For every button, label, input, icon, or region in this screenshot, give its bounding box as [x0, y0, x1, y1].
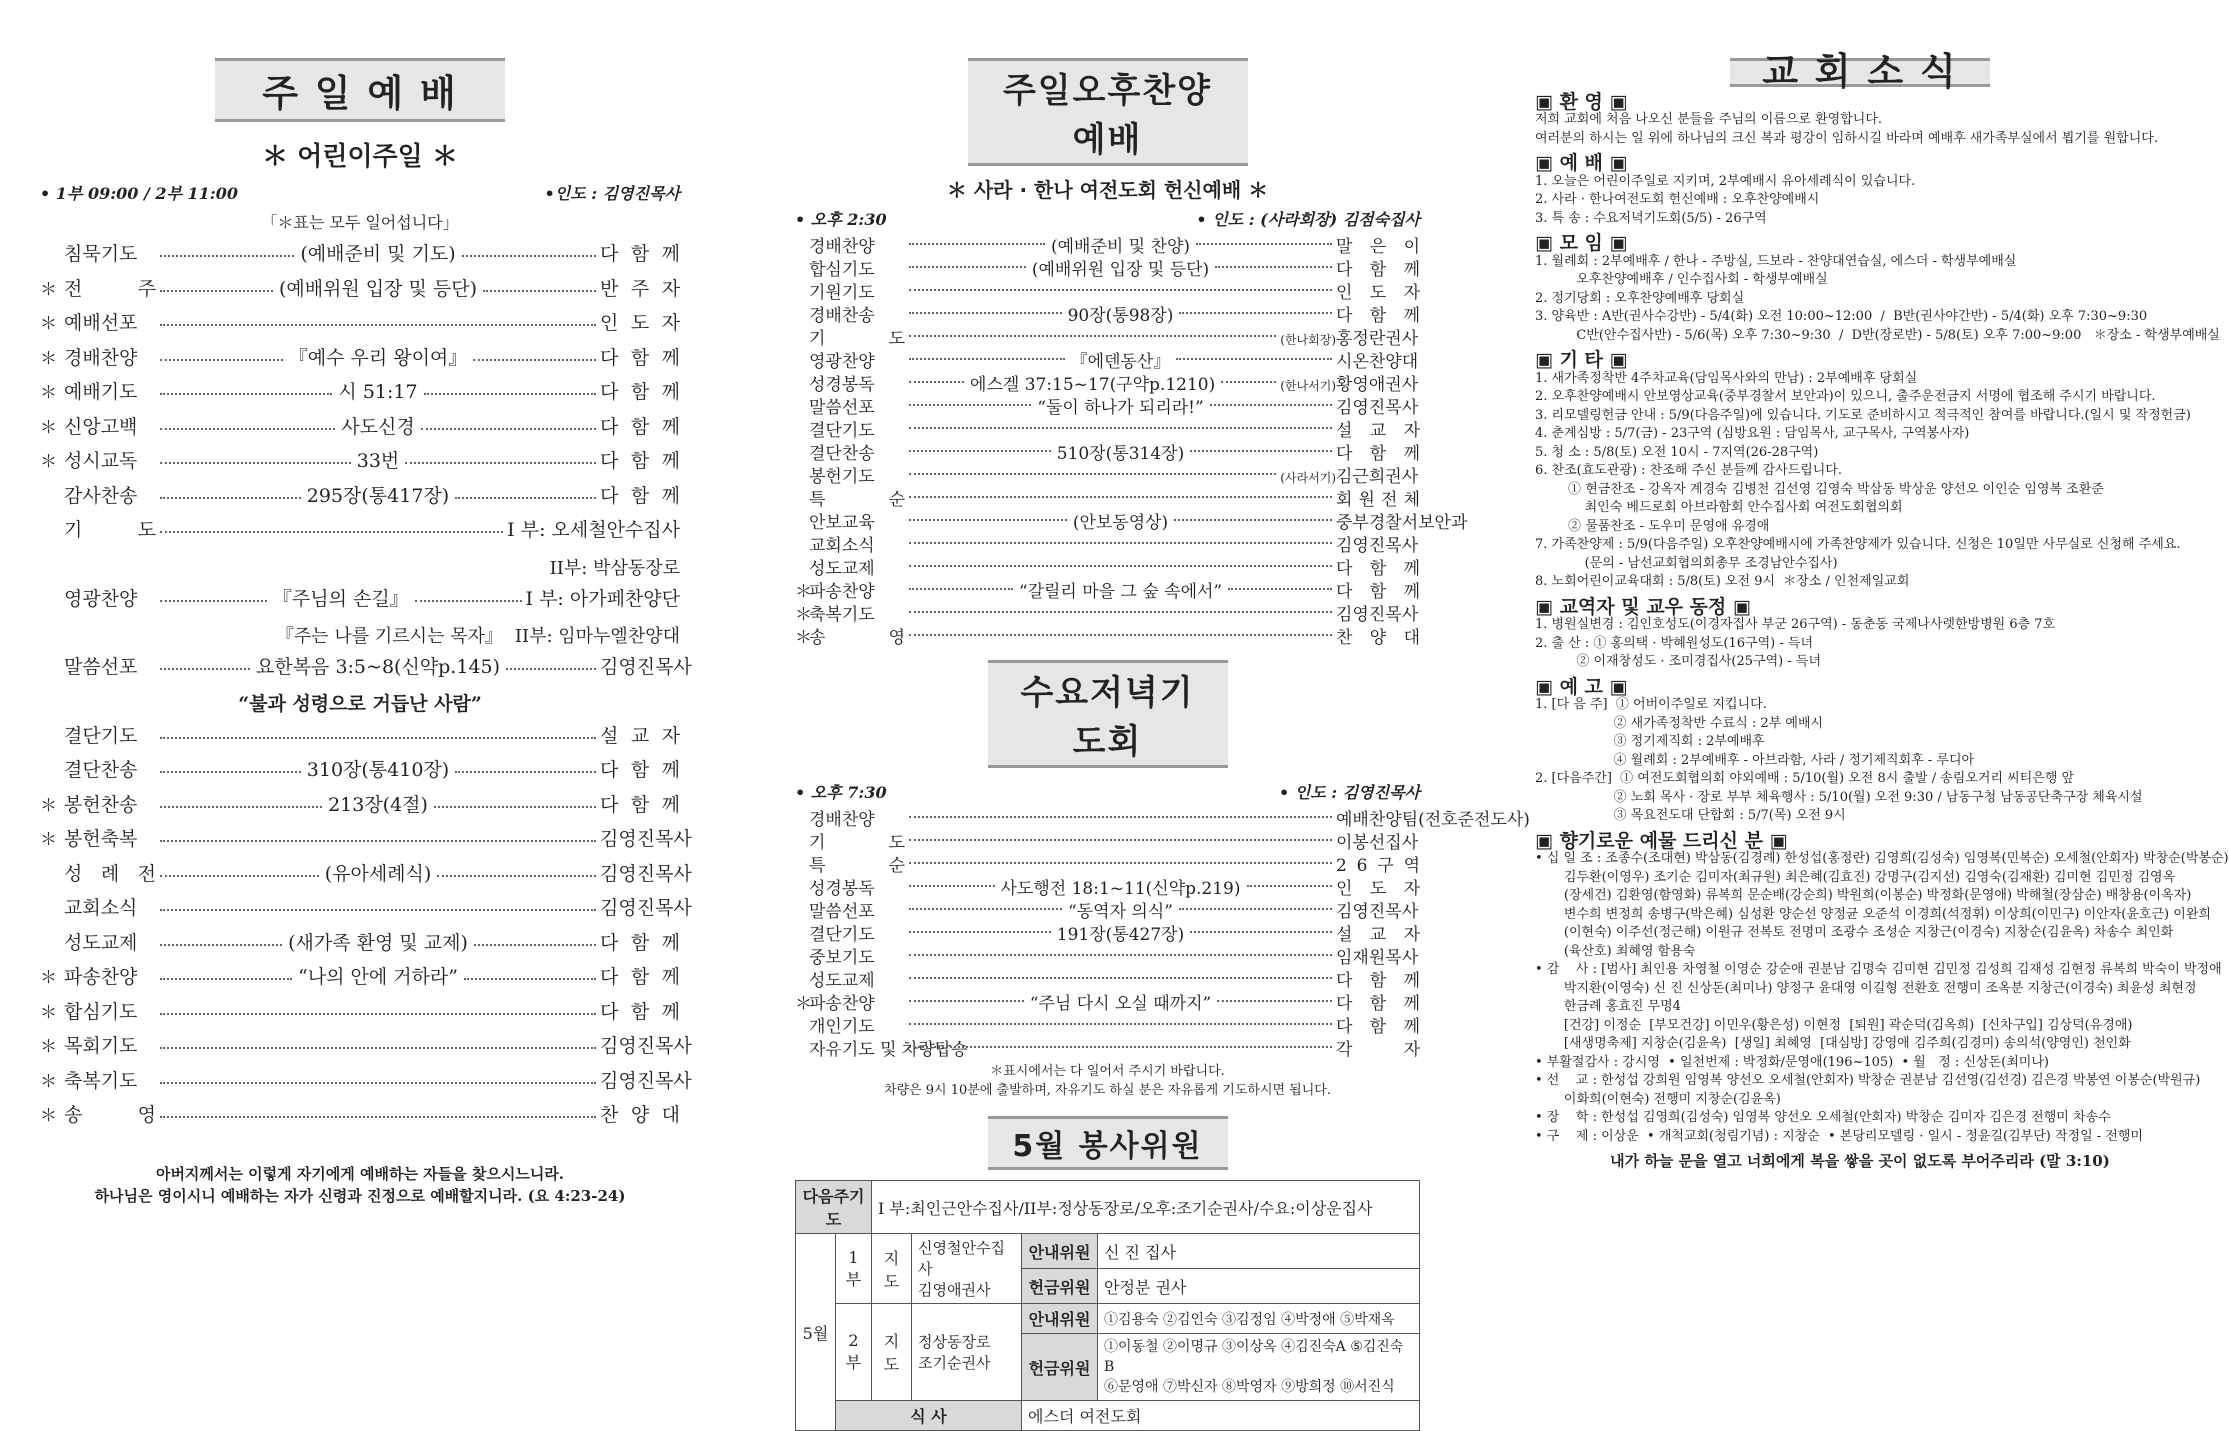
order-star: ＊ — [40, 1002, 57, 1023]
news-line: 이화희(이현숙) 전행미 지창순(김윤옥) — [1535, 1091, 1781, 1107]
order-row — [40, 308, 680, 343]
order-detail: 『에덴동산』 — [1070, 352, 1171, 372]
news-line: 1. 병원실변경 : 김인호성도(이경자집사 부군 26구역) - 동춘동 국제나사렛한방병원 6층 7호 — [1535, 617, 2056, 632]
news-line: 1. 오늘은 어린이주일로 지키며, 2부예배시 유아세례식이 있습니다. — [1535, 173, 1916, 189]
order-row — [795, 577, 1420, 600]
order-label: 송 영 — [809, 628, 905, 648]
church-news-column — [1535, 50, 2229, 1171]
order-label: 성시교독 — [64, 450, 138, 472]
order-person: 김영진목사 — [600, 1069, 692, 1092]
news-line: 변수희 변정희 송병구(박은혜) 심성환 양순선 양정균 오준석 이경희(석정휘) 이상희(이민구) 이안자(윤호근) 이완희 — [1535, 906, 2211, 922]
order-person: 김영진목사 — [600, 1035, 692, 1057]
order-label: 신앙고백 — [64, 415, 138, 438]
order-detail: 191장(통427장) — [1056, 925, 1185, 945]
news-line: 한금례 홍효진 무명4 — [1535, 999, 1681, 1014]
order-row — [40, 239, 680, 274]
order-label: 침묵기도 — [64, 243, 138, 265]
wednesday-meta: • 오후 7:30 • 인도 : 김영진목사 — [795, 783, 1420, 802]
order-row — [795, 828, 1420, 851]
order-role: (한나회장) — [1280, 333, 1336, 347]
news-line: ② 이재창성도 · 조미경집사(25구역) - 득녀 — [1535, 654, 1822, 669]
order-row — [40, 412, 680, 447]
news-line: (장세건) 김환영(함영화) 류복희 문순배(강순희) 박원희(이봉순) 박정화(문영애) 박해철(장삼순) 배창용(이옥자) — [1535, 888, 2192, 903]
may-servers-title: 5월 봉사위원 — [988, 1116, 1228, 1170]
church-news-body — [1535, 90, 2229, 1147]
order-detail: “갈릴리 마을 그 숲 속에서” — [1018, 582, 1223, 602]
order-label: 결단찬송 — [64, 759, 138, 781]
order-row — [40, 997, 680, 1032]
news-line: ① 현금찬조 - 강옥자 계경숙 김병천 김선영 김영숙 박삼동 박상운 양선오 이인순 임영복 조환준 — [1535, 481, 2104, 497]
order-label: 안보교육 — [809, 513, 875, 533]
order-detail: (예배준비 및 찬양) — [1050, 237, 1191, 257]
news-line: [새생명축제] 지창순(김윤옥) [생일] 최혜영 [대심방] 강영애 김주희(김경미) 송의석(양영인) 천인화 — [1535, 1036, 2131, 1051]
order-row — [795, 1035, 1420, 1058]
order-person: 인 도 자 — [600, 312, 680, 334]
order-row — [40, 377, 680, 412]
news-line: ② 물품찬조 - 도우미 문영애 유경애 — [1535, 518, 1770, 534]
order-person: 예배찬양팀(전호준전도사) — [1336, 810, 1530, 830]
order-row — [795, 531, 1420, 554]
order-row — [795, 232, 1420, 255]
order-person: 다 함 께 — [600, 793, 681, 816]
order-person: 인 도 자 — [1336, 879, 1420, 899]
order-person: 다 함 께 — [600, 1000, 680, 1023]
order-label: 합심기도 — [64, 1000, 138, 1023]
news-line: • 부활절감사 : 강시영 • 일천번제 : 박정화/문영애(196~105) • 월 정 : 신상돈(최미나) — [1535, 1054, 2049, 1070]
news-line: 2. 정기당회 : 오후찬양예배후 당회실 — [1535, 290, 1745, 306]
order-label: 특 순 — [809, 856, 905, 876]
order-star: ＊ — [40, 314, 57, 334]
sunday-worship-title: 주 일 예 배 — [215, 58, 505, 122]
order-star: ＊ — [795, 628, 812, 648]
order-label: 말씀선포 — [809, 398, 875, 418]
order-label: 경배찬양 — [809, 810, 875, 830]
order-star: ＊ — [40, 348, 57, 369]
order-detail: “나의 안에 거하라” — [298, 966, 458, 988]
news-line: 김두환(이영우) 조기순 김미자(최규원) 최은혜(김효진) 강명구(김지선) 김영숙(김재환) 김미현 김민정 김영옥 — [1535, 869, 2176, 885]
order-person: 다 함 께 — [1336, 971, 1420, 991]
order-row — [795, 943, 1420, 966]
order-star: ＊ — [795, 994, 812, 1014]
order-detail: 213장(4절) — [328, 793, 428, 816]
news-line: 오후찬양예배후 / 인수집사회 - 학생부예배실 — [1535, 272, 1828, 287]
wednesday-title: 수요저녁기도회 — [988, 660, 1228, 768]
order-person: 김영진목사 — [600, 897, 692, 919]
wednesday-order-list — [795, 805, 1530, 1060]
may-servers-table: 다음주기도 I 부:최인근안수집사/II부:정상동장로/오후:조기순권사/수요:이상운집사 5월 1부 지도 신영철안수집사 김영애권사 안내위원 신 진 집사 헌금위원 안정분 권사 2부 지도 정상동장로 조기순권사 안내위원 ①김용숙 ②김인숙 ③김정임 ④박정애 ⑤박재옥 헌금위원 ①이동철 ②이명규 ③이상옥 ④김진숙A ⑤김진숙B ⑥문영애 ⑦박신자 ⑧박영자 ⑨방희정 ⑩서진식 식 사 에스더 여전도회 — [795, 1180, 1420, 1431]
order-star: ＊ — [40, 968, 57, 988]
news-line: • 십 일 조 : 조종수(조대현) 박삼동(김경례) 한성섭(홍정란) 김영희(김성숙) 임영복(민복순) 오세철(안회자) 박창순(박봉순) — [1535, 851, 2229, 866]
order-person: 다 함 께 — [600, 243, 681, 265]
news-line: (육산호) 최혜영 함용숙 — [1535, 943, 1696, 959]
order-star: ＊ — [40, 795, 57, 816]
afternoon-worship-column — [795, 58, 1530, 1431]
order-label: 축복기도 — [809, 605, 875, 625]
order-person: 다 함 께 — [1336, 306, 1421, 326]
order-person: 찬 양 대 — [600, 1104, 680, 1126]
order-row — [795, 874, 1420, 897]
news-line: 6. 찬조(효도관광) : 찬조해 주신 분들께 감사드립니다. — [1535, 463, 1843, 478]
order-label: 결단찬송 — [809, 444, 875, 464]
order-label: 성 례 전 — [64, 862, 156, 885]
order-person: 김영진목사 — [1336, 605, 1419, 625]
order-person: 다 함 께 — [600, 346, 680, 369]
order-person: 홍정란권사 — [1336, 329, 1419, 349]
order-person: 다 함 께 — [600, 931, 680, 954]
order-row-praise: 영광찬양 『주님의 손길』 I 부: 아가페찬양단 — [64, 587, 680, 610]
news-section-heading: ▣ 예 고 ▣ — [1535, 675, 1628, 698]
order-label: 특 순 — [809, 490, 905, 510]
order-person: 설 교 자 — [1336, 925, 1420, 945]
order-label: 경배찬양 — [64, 346, 138, 369]
sunday-worship-column — [40, 58, 692, 1207]
news-line: 박지환(이영숙) 신 진 신상돈(최미나) 양정구 윤대영 이길형 전환호 전행미 조옥분 지창근(이경숙) 최윤성 최현정 — [1535, 980, 2197, 996]
order-row — [795, 989, 1420, 1012]
news-section-heading: ▣ 환 영 ▣ — [1535, 90, 1628, 113]
order-role: (사라서기) — [1280, 471, 1336, 485]
order-person: 김영진목사 — [1336, 902, 1419, 922]
order-row — [40, 1100, 680, 1135]
order-person: 김영진목사 — [600, 828, 692, 850]
news-line: (이현숙) 이주선(정근해) 이원규 전복토 전명미 조광수 조성순 지창근(이경숙) 지창순(김윤옥) 차송수 최인화 — [1535, 925, 2174, 940]
order-person: 설 교 자 — [600, 724, 680, 747]
news-line: 최인숙 베드로회 아브라함회 안수집사회 여전도회협의회 — [1535, 500, 1903, 515]
order-detail: 33번 — [356, 450, 400, 472]
order-person: 다 함 께 — [1336, 1017, 1420, 1037]
news-line: C반(안수집사반) - 5/6(목) 오후 7:30~9:30 / D반(장로반) - 5/8(토) 오후 7:00~9:00 ＊장소 - 학생부예배실 — [1535, 327, 2220, 343]
order-detail: (유아세례식) — [324, 862, 432, 885]
order-detail: (예배위원 입장 및 등단) — [278, 277, 478, 300]
order-row — [795, 393, 1420, 416]
order-detail: 510장(통314장) — [1056, 444, 1185, 464]
news-line: (문의 - 남선교회협의회총무 조경남안수집사) — [1535, 555, 1838, 571]
order-person: 다 함 께 — [1336, 559, 1420, 579]
order-star: ＊ — [795, 582, 812, 602]
news-line: • 장 학 : 한성섭 김영희(김성숙) 임영복 양선오 오세철(안회자) 박창순 김미자 김은경 전행미 차송수 — [1535, 1110, 2111, 1125]
order-person: 다 함 께 — [1336, 582, 1420, 602]
childrens-day-subtitle: ＊ 어린이주일 ＊ — [262, 142, 458, 172]
order-star: ＊ — [40, 452, 57, 472]
order-row — [40, 1031, 692, 1066]
order-label: 봉헌축복 — [64, 828, 138, 850]
order-detail: 사도신경 — [341, 415, 415, 438]
afternoon-meta: • 오후 2:30 • 인도 : (사라회장) 김점숙집사 — [795, 210, 1420, 229]
order-detail: 시 51:17 — [338, 381, 418, 403]
order-detail: 사도행전 18:1~11(신약p.219) — [1000, 879, 1241, 899]
order-label: 성도교제 — [64, 931, 138, 954]
order-detail: “동역자 의식” — [1068, 902, 1173, 922]
news-line: 여러분의 하시는 일 위에 하나님의 크신 복과 평강이 임하시길 바라며 예배후 새가족부실에서 뵙기를 원합니다. — [1535, 130, 2158, 146]
order-label: 목회기도 — [64, 1035, 138, 1057]
order-label: 교회소식 — [64, 897, 138, 919]
order-person: 김근희권사 — [1336, 467, 1419, 487]
afternoon-subtitle: ＊ 사라 · 한나 여전도회 헌신예배 ＊ — [946, 178, 1269, 202]
order-label: 기 도 — [809, 833, 905, 853]
closing-verse: 내가 하늘 문을 열고 너희에게 복을 쌓을 곳이 없도록 부어주리라 (말 3:10) — [1610, 1152, 2110, 1170]
order-star: ＊ — [40, 417, 57, 438]
order-row — [40, 790, 680, 825]
order-label: 봉헌기도 — [809, 467, 875, 487]
order-row — [795, 1012, 1420, 1035]
order-star: ＊ — [40, 830, 57, 850]
news-line: 2. 출 산 : ① 홍의택 · 박혜원성도(16구역) - 득녀 — [1535, 635, 1813, 651]
order-row — [795, 416, 1420, 439]
order-row — [795, 920, 1420, 943]
order-list — [40, 239, 680, 515]
afternoon-order-list — [795, 232, 1468, 648]
order-row — [40, 859, 692, 894]
wednesday-notes: ＊표시에서는 다 일어서 주시기 바랍니다. 차량은 9시 10분에 출발하며, 자유기도 하실 분은 자유롭게 기도하시면 됩니다. — [883, 1064, 1331, 1098]
order-person: 이봉선집사 — [1336, 833, 1419, 853]
order-label: 영광찬양 — [809, 352, 875, 372]
order-star: ＊ — [40, 1106, 57, 1126]
order-row — [795, 851, 1420, 874]
order-row — [795, 554, 1420, 577]
scripture-verse: 아버지께서는 이렇게 자기에게 예배하는 자들을 찾으시느니라. 하나님은 영이시니 예배하는 자가 신령과 진정으로 예배할지니라. (요 4:23-24) — [94, 1164, 626, 1205]
news-section-heading: ▣ 향기로운 예물 드리신 분 ▣ — [1535, 829, 1788, 852]
order-detail: 310장(통410장) — [306, 759, 450, 781]
news-line: 2. [다음주간] ① 여전도회협의회 야외예배 : 5/10(월) 오전 8시 출발 / 송림오거리 씨티은행 앞 — [1535, 771, 2075, 786]
order-person: 설 교 자 — [1336, 421, 1420, 441]
order-row — [40, 824, 692, 859]
order-row — [795, 485, 1420, 508]
order-detail: (안보동영상) — [1072, 513, 1169, 533]
prayer-second: II부: 박삼동장로 — [549, 557, 680, 579]
order-row — [40, 962, 680, 997]
order-row — [795, 324, 1420, 347]
order-label: 송 영 — [64, 1104, 156, 1126]
news-line: 2. 오후찬양예배시 안보영상교육(중부경찰서 보안과)이 있으니, 출주운전금지 서명에 협조해 주시기 바랍니다. — [1535, 389, 2156, 404]
order-row — [795, 255, 1420, 278]
order-row-sermon: 말씀선포 요한복음 3:5~8(신약p.145) 김영진목사 — [64, 656, 692, 678]
news-line: ④ 월례회 : 2부예배후 - 아브라함, 사라 / 정기제직회후 - 루디아 — [1535, 752, 1975, 768]
order-star: ＊ — [40, 1071, 57, 1092]
order-person: 황영애권사 — [1336, 375, 1419, 395]
order-label: 성경봉독 — [809, 879, 875, 899]
news-line: • 구 제 : 이상운 • 개척교회(청림기념) : 지창순 • 본당리모델링 · 일시 - 정윤길(김부단) 작정일 - 전행미 — [1535, 1128, 2143, 1144]
order-person: 인 도 자 — [1336, 283, 1420, 303]
news-line: 저희 교회에 처음 나오신 분들을 주님의 이름으로 환영합니다. — [1535, 112, 1883, 127]
order-label: 경배찬송 — [809, 306, 875, 326]
order-label: 결단기도 — [809, 421, 875, 441]
order-row — [40, 893, 692, 928]
news-line: 5. 청 소 : 5/8(토) 오전 10시 - 7지역(26-28구역) — [1535, 444, 1819, 460]
order-label: 자유기도 및 차량탑승 — [809, 1040, 968, 1060]
order-label: 합심기도 — [809, 260, 875, 280]
order-person: 다 함 께 — [600, 415, 681, 438]
order-star: ＊ — [795, 605, 812, 625]
news-line: ③ 정기제직회 : 2부예배후 — [1535, 734, 1765, 749]
news-line: • 감 사 : [범사] 최인용 차영철 이영순 강순애 권분남 김명숙 김미현 김민정 김성희 김재성 김현정 류복희 박숙이 박정애 — [1535, 962, 2222, 977]
order-row — [795, 600, 1420, 623]
order-label: 파송찬양 — [809, 994, 875, 1014]
news-line: 3. 양육반 : A반(권사수강반) - 5/4(화) 오전 10:00~12:00 / B반(권사야간반) - 5/4(화) 오후 7:30~9:30 — [1535, 309, 2148, 324]
news-section-heading: ▣ 교역자 및 교우 동정 ▣ — [1535, 595, 1751, 618]
order-row — [40, 274, 680, 309]
order-label: 말씀선포 — [809, 902, 875, 922]
order-label: 축복기도 — [64, 1069, 138, 1092]
order-label: 감사찬송 — [64, 484, 138, 507]
order-star: ＊ — [40, 383, 57, 403]
order-person: 다 함 께 — [600, 450, 680, 472]
order-detail: “둘이 하나가 되리라!” — [1037, 398, 1204, 418]
order-detail: (예배위원 입장 및 등단) — [1031, 260, 1210, 280]
stand-note: 「＊표는 모두 일어섭니다」 — [261, 213, 459, 232]
news-line: 4. 춘계심방 : 5/7(금) - 23구역 (심방요원 : 담임목사, 교구목사, 구역봉사자) — [1535, 426, 1970, 441]
news-line: 1. [다 음 주] ① 어버이주일로 지킵니다. — [1535, 697, 1767, 712]
order-row — [795, 301, 1420, 324]
order-row — [40, 721, 680, 756]
news-line: [건강] 이정순 [부모건강] 이민우(황은성) 이현정 [퇴원] 곽순덕(김옥희) [신차구입] 김상덕(유경애) — [1535, 1017, 2133, 1033]
order-row — [795, 347, 1420, 370]
news-line: 3. 리모델링헌금 안내 : 5/9(다음주일)에 있습니다. 기도로 준비하시고 적극적인 참여를 바랍니다.(일시 및 작정헌금) — [1535, 407, 2191, 423]
service-meta — [40, 181, 680, 204]
order-label: 경배찬양 — [809, 237, 875, 257]
order-label: 기원기도 — [809, 283, 875, 303]
news-line: 1. 새가족정착반 4주차교육(담임목사와의 만남) : 2부예배후 당회실 — [1535, 370, 1918, 386]
order-detail: 90장(통98장) — [1067, 306, 1174, 326]
order-person: 임재원목사 — [1336, 948, 1419, 968]
sermon-title: “불과 성령으로 거듭난 사람” — [238, 692, 482, 715]
news-section-heading: ▣ 예 배 ▣ — [1535, 152, 1628, 174]
order-row — [795, 439, 1420, 462]
news-line: ② 새가족정착반 수료식 : 2부 예배시 — [1535, 715, 1824, 731]
order-person: 다 함 께 — [1336, 260, 1420, 280]
order-person: 2 6 구 역 — [1336, 856, 1420, 876]
order-person: 다 함 께 — [600, 966, 681, 988]
order-row — [795, 462, 1420, 485]
order-person: 시온찬양대 — [1336, 352, 1419, 372]
order-row — [40, 481, 680, 516]
order-row — [40, 343, 680, 378]
order-star: ＊ — [40, 1037, 57, 1057]
order-person: 다 함 께 — [600, 759, 681, 781]
praise-second: 『주는 나를 기르시는 목자』 II부: 임마누엘찬양대 — [275, 626, 680, 647]
news-line: ② 노회 목사 · 장로 부부 체육행사 : 5/10(월) 오전 9:30 / 남동구청 남동공단축구장 체육시설 — [1535, 789, 2143, 805]
order-label: 성도교제 — [809, 971, 875, 991]
order-row — [795, 805, 1530, 830]
order-person: 말 은 이 — [1336, 237, 1420, 257]
order-label: 예배선포 — [64, 312, 138, 334]
order-person: 각 자 — [1336, 1040, 1420, 1060]
order-row-prayer: 기 도 I 부: 오세철안수집사 — [64, 519, 680, 541]
order-label: 전 주 — [64, 277, 156, 300]
order-row — [40, 755, 680, 790]
news-line: • 선 교 : 한성섭 강희원 임영복 양선오 오세철(안회자) 박창순 권분남 김선영(김선경) 김은경 박봉연 이봉순(박원규) — [1535, 1073, 2201, 1088]
order-row — [795, 966, 1420, 989]
order-list-2 — [40, 721, 692, 1135]
news-line: 3. 특 송 : 수요저녁기도회(5/5) - 26구역 — [1535, 210, 1767, 226]
order-label: 파송찬양 — [809, 582, 875, 602]
order-row — [795, 508, 1468, 533]
order-row — [40, 446, 680, 481]
order-person: 다 함 께 — [600, 381, 680, 403]
news-line: 2. 사라 · 한나여전도회 헌신예배 : 오후찬양예배시 — [1535, 192, 1820, 207]
order-star: ＊ — [40, 279, 57, 300]
news-line: 7. 가족찬양제 : 5/9(다음주일) 오후찬양예배시에 가족찬양제가 있습니다. 신청은 10일만 사무실로 신청해 주세요. — [1535, 537, 2181, 552]
order-label: 파송찬양 — [64, 966, 138, 988]
service-time: • 1부 09:00 / 2부 11:00 — [40, 184, 238, 203]
order-detail: 『예수 우리 왕이여』 — [288, 346, 468, 369]
order-detail: 295장(통417장) — [306, 484, 450, 507]
order-row — [795, 897, 1420, 920]
church-news-title: 교 회 소 식 — [1730, 58, 1990, 87]
order-label: 성도교제 — [809, 559, 875, 579]
order-detail: (예배준비 및 기도) — [300, 243, 456, 265]
order-person: 중부경찰서보안과 — [1336, 513, 1468, 533]
order-label: 중보기도 — [809, 948, 875, 968]
order-label: 성경봉독 — [809, 375, 875, 395]
news-section-heading: ▣ 모 임 ▣ — [1535, 232, 1628, 254]
order-detail: 에스겔 37:15~17(구약p.1210) — [970, 375, 1216, 395]
news-line: 1. 월례회 : 2부예배후 / 한나 - 주방실, 드보라 - 찬양대연습실, 에스더 - 학생부예배실 — [1535, 253, 2017, 269]
news-section-heading: ▣ 기 타 ▣ — [1535, 349, 1628, 371]
order-role: (한나서기) — [1280, 379, 1336, 393]
news-line: ③ 목요전도대 단합회 : 5/7(목) 오전 9시 — [1535, 808, 1846, 823]
order-row — [40, 928, 680, 963]
order-person: 김영진목사 — [600, 862, 692, 885]
order-detail: “주님 다시 오실 때까지” — [1029, 994, 1212, 1014]
order-person: 회 원 전 체 — [1336, 490, 1420, 510]
order-row — [40, 1066, 692, 1101]
order-row — [795, 623, 1420, 646]
order-label: 기 도 — [809, 329, 905, 349]
order-label: 예배기도 — [64, 381, 138, 403]
afternoon-worship-title: 주일오후찬양예배 — [968, 58, 1248, 166]
service-leader: •인도 : 김영진목사 — [544, 184, 680, 203]
order-row — [795, 370, 1420, 393]
order-person: 반 주 자 — [600, 277, 681, 300]
order-person: 다 함 께 — [600, 484, 681, 507]
order-person: 다 함 께 — [1336, 994, 1420, 1014]
order-person: 찬 양 대 — [1336, 628, 1420, 648]
order-person: 김영진목사 — [1336, 398, 1419, 418]
order-label: 결단기도 — [64, 724, 138, 747]
order-person: 김영진목사 — [1336, 536, 1419, 556]
order-person: 다 함 께 — [1336, 444, 1420, 464]
order-label: 결단기도 — [809, 925, 875, 945]
order-detail: (새가족 환영 및 교제) — [288, 931, 468, 954]
order-label: 교회소식 — [809, 536, 875, 556]
order-row — [795, 278, 1420, 301]
order-label: 개인기도 — [809, 1017, 875, 1037]
order-label: 봉헌찬송 — [64, 793, 138, 816]
news-line: 8. 노회어린이교육대회 : 5/8(토) 오전 9시 ＊장소 / 인천제일교회 — [1535, 574, 1910, 589]
